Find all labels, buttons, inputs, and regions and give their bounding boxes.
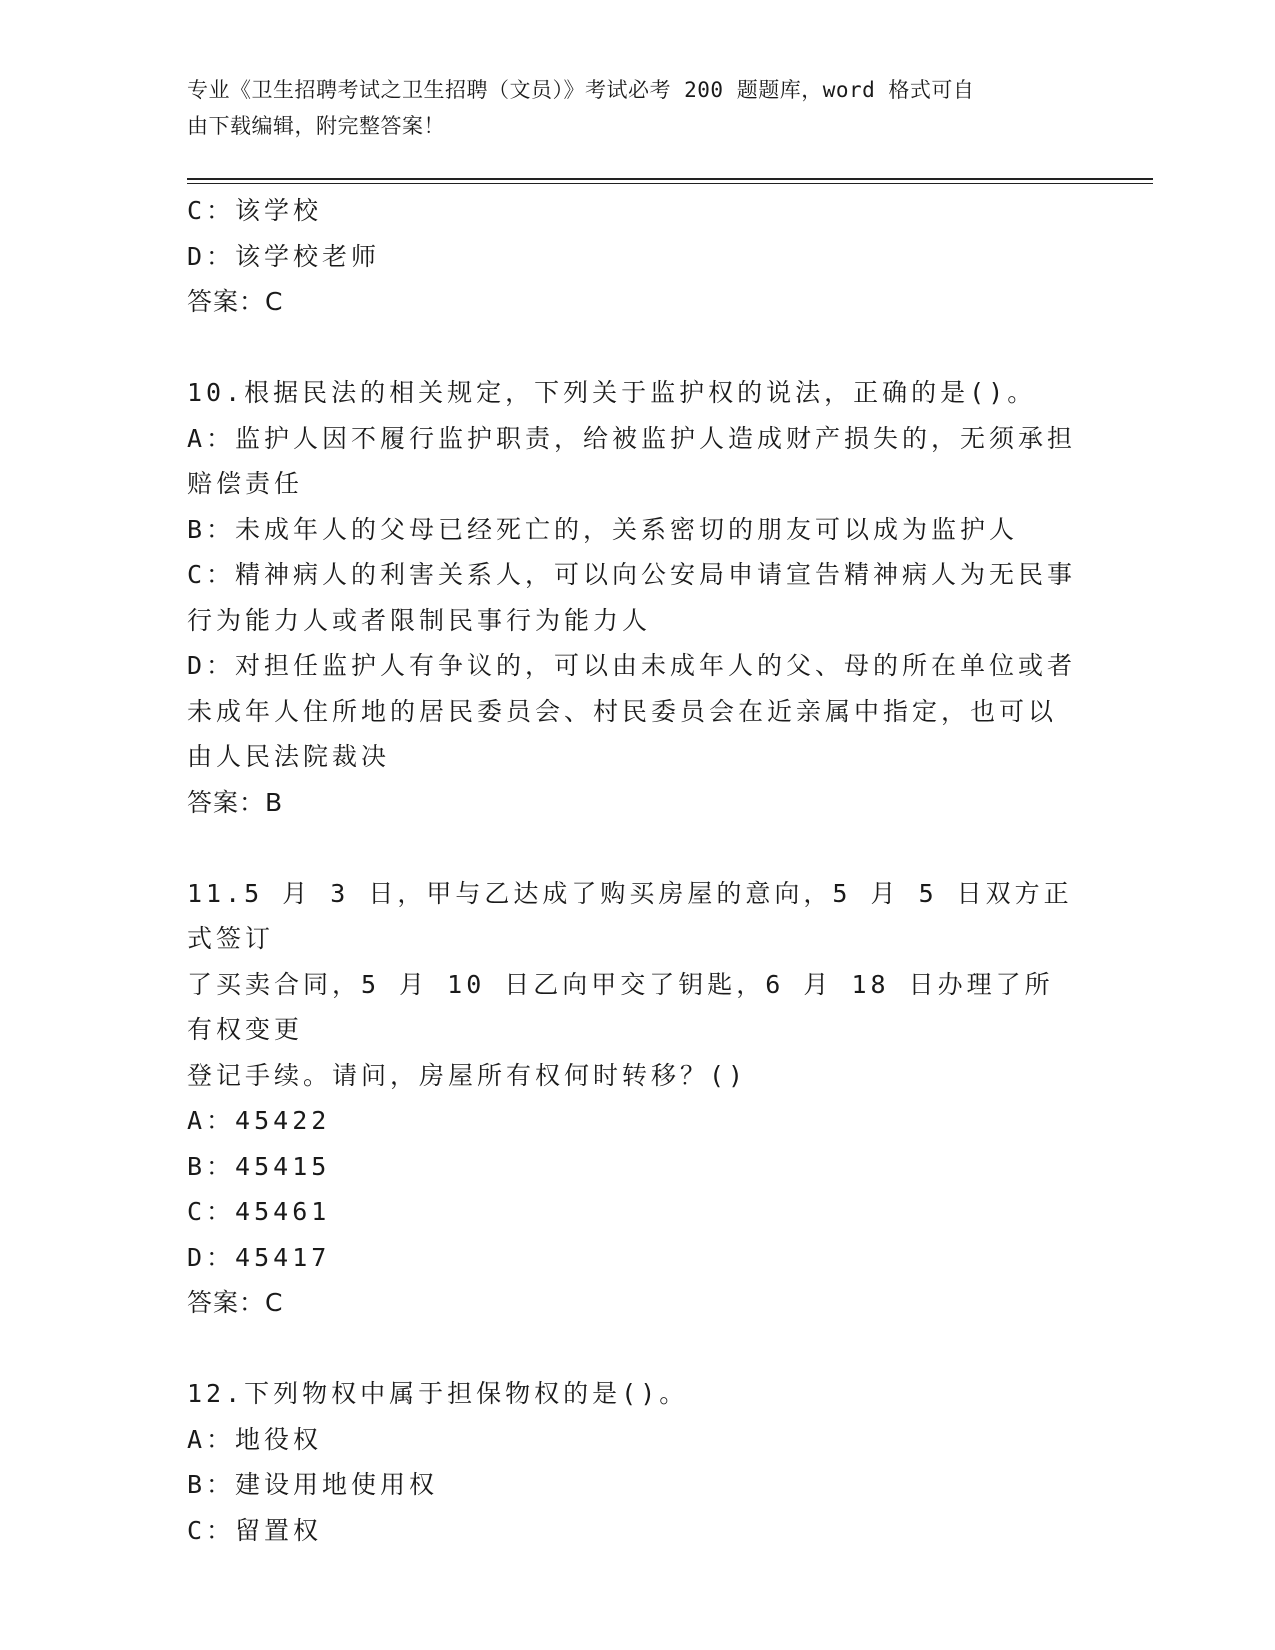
question-stem: 12.下列物权中属于担保物权的是()。 xyxy=(187,1379,689,1408)
header-line-2: 由下载编辑，附完整答案！ xyxy=(187,114,445,138)
question-10 xyxy=(187,370,1077,825)
option-d-line-1: D：对担任监护人有争议的，可以由未成年人的父、母的所在单位或者 xyxy=(187,651,1077,680)
option-a-line-2: 赔偿责任 xyxy=(187,469,304,498)
header-line-1: 专业《卫生招聘考试之卫生招聘（文员）》考试必考 200 题题库，word 格式可自 xyxy=(187,78,975,102)
option-c: C：该学校 xyxy=(187,196,323,225)
header-rule-thick xyxy=(187,178,1153,180)
option-d: D：45417 xyxy=(187,1242,331,1272)
option-b: B：45415 xyxy=(187,1151,331,1181)
answer: 答案：C xyxy=(187,1288,284,1317)
answer: 答案：C xyxy=(187,287,284,316)
prev-question-block xyxy=(187,188,1077,325)
option-d: D：该学校老师 xyxy=(187,241,381,271)
option-a: A：地役权 xyxy=(187,1424,323,1454)
spacer xyxy=(187,1326,1077,1372)
question-11 xyxy=(187,871,1077,1326)
option-b: B：未成年人的父母已经死亡的，关系密切的朋友可以成为监护人 xyxy=(187,514,1019,544)
option-b: B：建设用地使用权 xyxy=(187,1470,439,1499)
question-stem: 10.根据民法的相关规定，下列关于监护权的说法，正确的是()。 xyxy=(187,378,1037,407)
option-c: C：45461 xyxy=(187,1197,331,1226)
spacer xyxy=(187,825,1077,871)
document-body xyxy=(187,188,1077,1553)
header-rule-thin xyxy=(187,183,1153,184)
document-header xyxy=(187,72,1067,144)
option-c: C：留置权 xyxy=(187,1515,323,1545)
option-d-line-3: 由人民法院裁决 xyxy=(187,742,391,771)
question-stem-line-3: 登记手续。请问，房屋所有权何时转移？() xyxy=(187,1060,748,1090)
option-c-line-2: 行为能力人或者限制民事行为能力人 xyxy=(187,605,652,635)
spacer xyxy=(187,325,1077,371)
question-12 xyxy=(187,1371,1077,1553)
option-d-line-2: 未成年人住所地的居民委员会、村民委员会在近亲属中指定，也可以 xyxy=(187,696,1058,726)
answer: 答案：B xyxy=(187,787,284,817)
option-a: A：45422 xyxy=(187,1106,331,1135)
question-stem-line-1: 11.5 月 3 日，甲与乙达成了购买房屋的意向，5 月 5 日双方正式签订 xyxy=(187,878,1073,953)
option-a-line-1: A：监护人因不履行监护职责，给被监护人造成财产损失的，无须承担 xyxy=(187,423,1077,453)
question-stem-line-2: 了买卖合同，5 月 10 日乙向甲交了钥匙，6 月 18 日办理了所有权变更 xyxy=(187,969,1054,1044)
option-c-line-1: C：精神病人的利害关系人，可以向公安局申请宣告精神病人为无民事 xyxy=(187,560,1077,589)
